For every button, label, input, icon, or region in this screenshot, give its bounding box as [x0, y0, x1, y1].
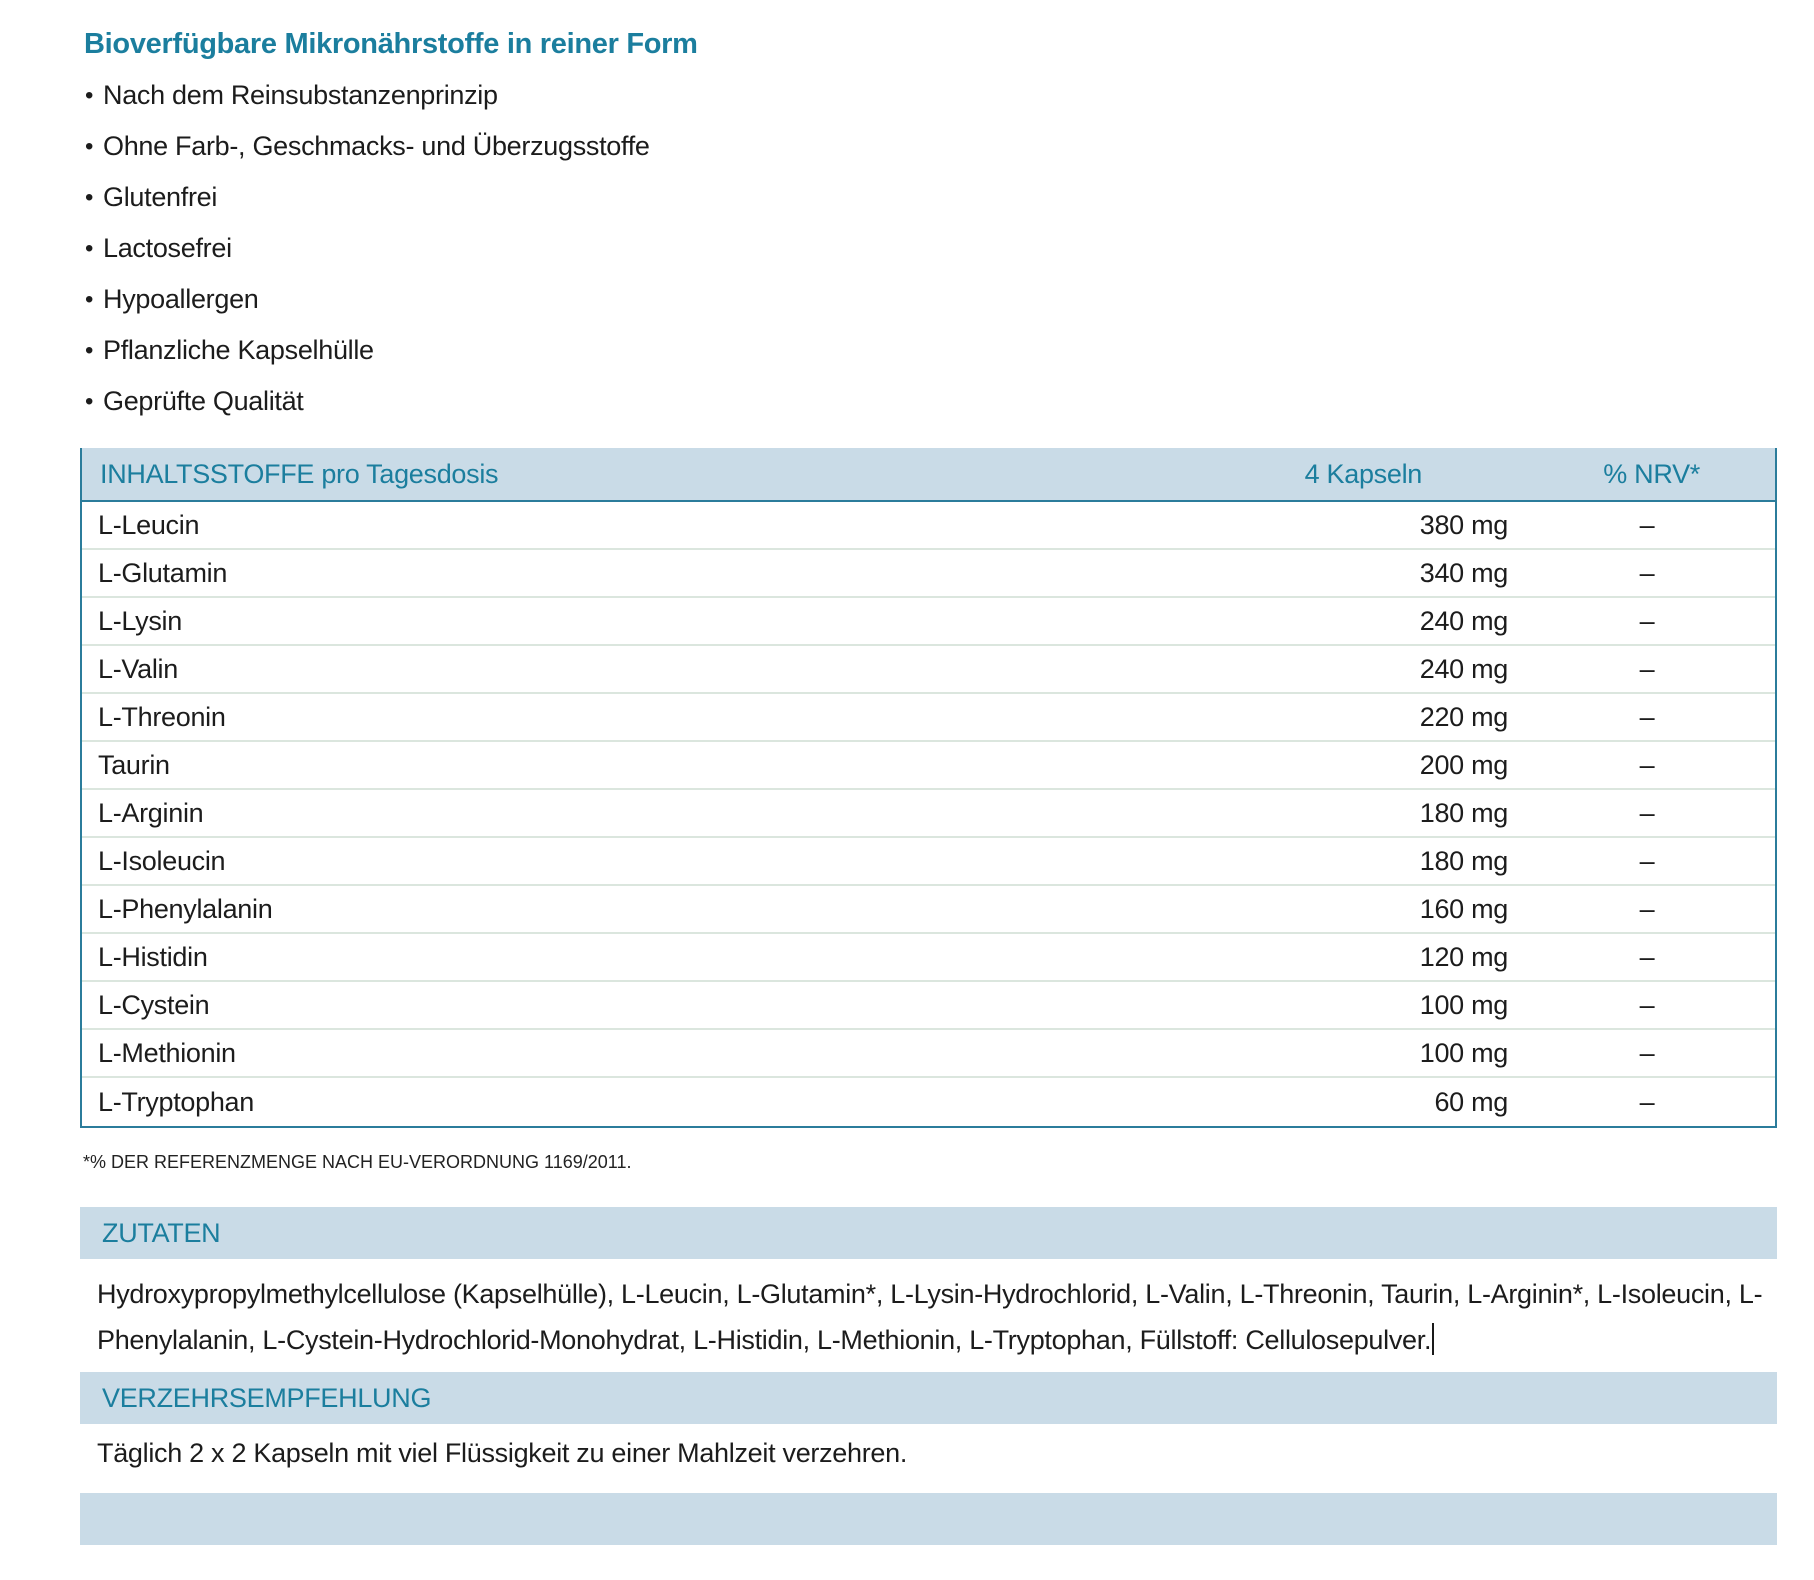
ingredient-nrv-cell: – — [1538, 982, 1775, 1030]
ingredient-amount-cell: 120 mg — [1098, 934, 1538, 982]
product-info-section — [80, 26, 1777, 1545]
ingredient-nrv-cell: – — [1538, 502, 1775, 550]
ingredient-nrv-cell: – — [1538, 598, 1775, 646]
feature-list-item: • Ohne Farb-, Geschmacks- und Überzugsstoffe — [80, 121, 1777, 172]
next-section-band — [80, 1493, 1777, 1545]
ingredient-nrv-cell: – — [1538, 1030, 1775, 1078]
table-row — [82, 742, 1775, 790]
feature-list-item: • Hypoallergen — [80, 274, 1777, 325]
ingredient-name-cell: L-Cystein — [82, 982, 1098, 1030]
consumption-recommendation-text: Täglich 2 x 2 Kapseln mit viel Flüssigkeit zu einer Mahlzeit verzehren. — [97, 1438, 908, 1468]
ingredient-nrv-cell: – — [1639, 1086, 1655, 1117]
ingredient-nrv-cell: – — [1538, 934, 1775, 982]
ingredients-text[interactable] — [80, 1271, 1777, 1363]
table-row — [82, 790, 1775, 838]
table-row — [82, 838, 1775, 886]
ingredient-name-cell: L-Tryptophan — [98, 1086, 254, 1117]
ingredient-amount-cell: 240 mg — [1098, 646, 1538, 694]
table-row — [82, 550, 1775, 598]
section-heading-zutaten: ZUTATEN — [80, 1207, 1777, 1259]
ingredient-amount-cell: 100 mg — [1098, 1030, 1538, 1078]
ingredient-amount-cell: 160 mg — [1098, 886, 1538, 934]
ingredient-name-cell: L-Valin — [82, 646, 1098, 694]
ingredient-amount-cell: 60 mg — [1434, 1086, 1508, 1117]
ingredient-amount-cell: 380 mg — [1098, 502, 1538, 550]
table-row — [82, 1078, 1775, 1126]
ingredient-amount-cell: 240 mg — [1098, 598, 1538, 646]
ingredient-name-cell: L-Threonin — [82, 694, 1098, 742]
ingredient-name-cell: L-Phenylalanin — [82, 886, 1098, 934]
ingredient-amount-cell: 100 mg — [1098, 982, 1538, 1030]
feature-list-item: • Nach dem Reinsubstanzenprinzip — [80, 70, 1777, 121]
ingredient-nrv-cell: – — [1538, 886, 1775, 934]
ingredient-nrv-cell: – — [1538, 694, 1775, 742]
ingredient-nrv-cell: – — [1538, 550, 1775, 598]
ingredient-amount-cell: 180 mg — [1098, 790, 1538, 838]
ingredient-amount-cell: 340 mg — [1098, 550, 1538, 598]
table-row — [82, 1030, 1775, 1078]
ingredient-amount-cell: 200 mg — [1098, 742, 1538, 790]
ingredient-name-cell: Taurin — [82, 742, 1098, 790]
nutrition-table-header — [82, 448, 1775, 502]
ingredient-nrv-cell: – — [1538, 790, 1775, 838]
column-header-ingredients: INHALTSSTOFFE pro Tagesdosis — [82, 448, 1098, 502]
ingredient-nrv-cell: – — [1538, 646, 1775, 694]
feature-list-item: • Geprüfte Qualität — [80, 376, 1777, 427]
ingredient-name-cell: L-Arginin — [82, 790, 1098, 838]
table-row — [82, 982, 1775, 1030]
feature-list-item: • Pflanzliche Kapselhülle — [80, 325, 1777, 376]
table-row — [82, 694, 1775, 742]
ingredient-name-cell: L-Lysin — [82, 598, 1098, 646]
table-row — [82, 598, 1775, 646]
ingredient-nrv-cell: – — [1538, 838, 1775, 886]
table-row — [82, 934, 1775, 982]
feature-list-item: • Glutenfrei — [80, 172, 1777, 223]
ingredient-name-cell: L-Leucin — [82, 502, 1098, 550]
page-title: Bioverfügbare Mikronährstoffe in reiner Form — [84, 28, 698, 60]
ingredient-name-cell: L-Histidin — [82, 934, 1098, 982]
ingredient-amount-cell: 220 mg — [1098, 694, 1538, 742]
ingredient-name-cell: L-Glutamin — [82, 550, 1098, 598]
ingredient-name-cell: L-Methionin — [82, 1030, 1098, 1078]
ingredients-text-content[interactable]: Hydroxypropylmethylcellulose (Kapselhülle), L-Leucin, L-Glutamin*, L-Lysin-Hydrochlorid, L-Valin, L-Threonin, Taurin, L-Arginin*, L-Isoleucin, L-Phenylalanin, L-Cystein-Hydrochlorid-Monohydrat, L-Histidin, L-Methionin, L-Tryptophan, Füllstoff: Cellulosepulver. — [97, 1279, 1763, 1355]
text-cursor — [1432, 1323, 1434, 1355]
ingredient-name-cell: L-Isoleucin — [82, 838, 1098, 886]
table-row — [82, 646, 1775, 694]
column-header-nrv: % NRV* — [1538, 448, 1775, 502]
nrv-footnote: *% DER REFERENZMENGE NACH EU-VERORDNUNG 1169/2011. — [83, 1152, 632, 1172]
table-row — [82, 502, 1775, 550]
feature-list-item: • Lactosefrei — [80, 223, 1777, 274]
feature-list — [80, 70, 1777, 427]
table-row — [82, 886, 1775, 934]
ingredient-amount-cell: 180 mg — [1098, 838, 1538, 886]
column-header-dose: 4 Kapseln — [1098, 448, 1538, 502]
nutrition-table — [80, 448, 1777, 1128]
ingredient-nrv-cell: – — [1538, 742, 1775, 790]
section-heading-verzehrsempfehlung: VERZEHRSEMPFEHLUNG — [80, 1372, 1777, 1424]
